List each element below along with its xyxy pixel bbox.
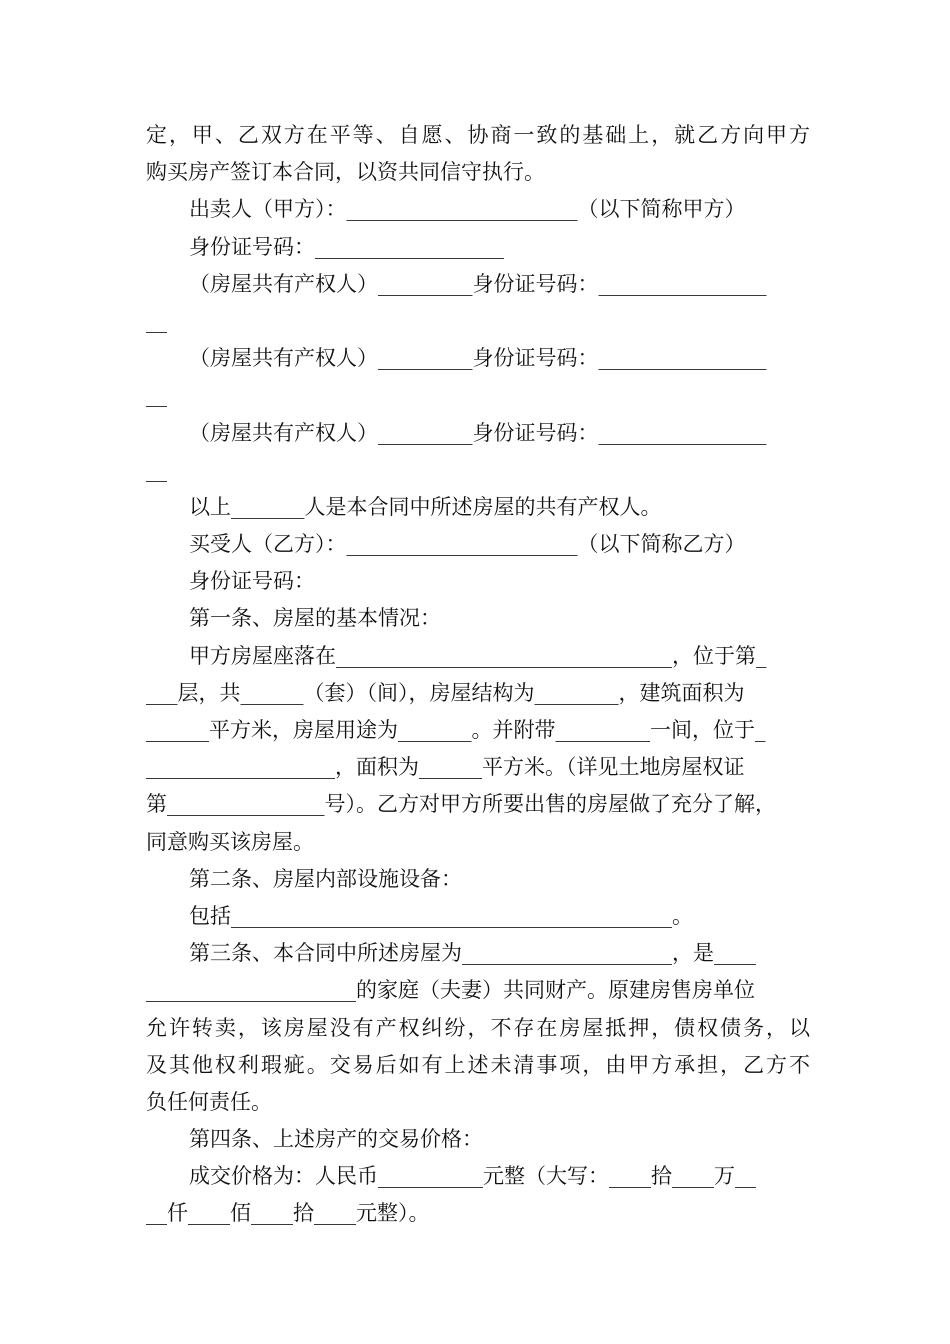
text-line: 第三条、本合同中所述房屋为____________________，是____ xyxy=(189,941,756,966)
text-line: 第四条、上述房产的交易价格： xyxy=(189,1127,483,1152)
text-line: 定，甲、乙双方在平等、自愿、协商一致的基础上，就乙方向甲方 xyxy=(146,123,810,147)
text-line: __ xyxy=(146,457,167,482)
text-line: 以上_______人是本合同中所述房屋的共有产权人。 xyxy=(189,494,662,519)
text-line: （房屋共有产权人）_________身份证号码：________________ xyxy=(189,420,767,445)
text-line: 第二条、房屋内部设施设备： xyxy=(189,866,462,891)
text-line: __ xyxy=(146,383,167,408)
text-line: 负任何责任。 xyxy=(146,1089,272,1114)
text-line: 出卖人（甲方）：______________________（以下简称甲方） xyxy=(189,197,746,222)
text-line: 第_______________号）。乙方对甲方所要出售的房屋做了充分了解， xyxy=(146,792,776,817)
text-line: __仟____佰____拾____元整）。 xyxy=(146,1201,430,1226)
text-line: ______平方米，房屋用途为_______。并附带_________一间，位于_ xyxy=(146,718,766,742)
text-line: 购买房产签订本合同，以资共同信守执行。 xyxy=(146,160,545,185)
text-line: （房屋共有产权人）_________身份证号码：________________ xyxy=(189,271,767,296)
text-line: ____________________的家庭（夫妻）共同财产。原建房售房单位 xyxy=(146,978,755,1003)
text-line: （房屋共有产权人）_________身份证号码：________________ xyxy=(189,346,767,371)
text-line: 同意购买该房屋。 xyxy=(146,829,314,854)
text-line: 包括__________________________________________。 xyxy=(189,903,693,928)
text-line: 甲方房屋座落在________________________________，位于第_ xyxy=(189,643,767,668)
text-line: 允许转卖，该房屋没有产权纠纷，不存在房屋抵押，债权债务，以 xyxy=(146,1015,810,1040)
text-line: 第一条、房屋的基本情况： xyxy=(189,606,441,631)
text-line: 及其他权利瑕疵。交易后如有上述未清事项，由甲方承担，乙方不 xyxy=(146,1052,810,1077)
text-line: __________________，面积为______平方米。（详见土地房屋权证 xyxy=(146,755,745,780)
text-line: ___层，共______（套）（间），房屋结构为________，建筑面积为 xyxy=(146,680,745,705)
contract-body xyxy=(146,117,810,1233)
text-line: __ xyxy=(146,308,167,333)
text-line: 身份证号码：__________________ xyxy=(189,234,504,259)
text-line: 买受人（乙方）：______________________（以下简称乙方） xyxy=(189,532,746,557)
text-line: 身份证号码： xyxy=(189,569,315,594)
text-line: 成交价格为：人民币__________元整（大写：____拾____万__ xyxy=(189,1164,756,1189)
